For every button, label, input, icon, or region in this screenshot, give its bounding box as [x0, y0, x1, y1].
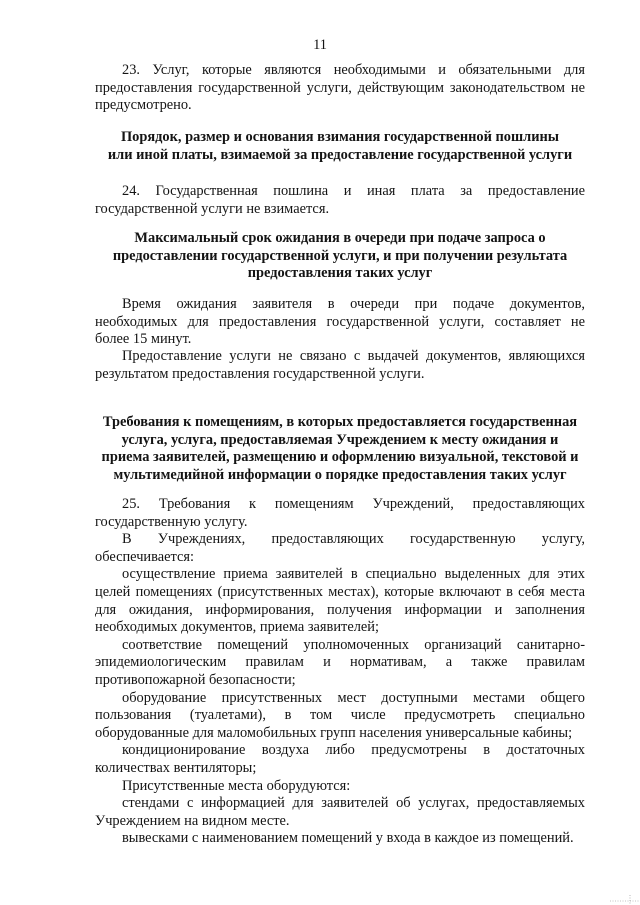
text-line: кондиционирование воздуха либо предусмотрены в достаточных — [122, 742, 585, 759]
text-line: результатом предоставления государственной услуги. — [95, 365, 425, 382]
text-line: оборудованные для маломобильных групп населения универсальные кабины; — [95, 724, 573, 741]
heading-line: Требования к помещениям, в которых предоставляется государственная — [102, 414, 578, 430]
text-line: В Учреждениях, предоставляющих государственную услугу, — [122, 531, 585, 548]
text-line: государственную услугу. — [95, 513, 248, 530]
text-line: эпидемиологическим правилам и нормативам, а также правилам — [95, 654, 585, 671]
paragraph-23 — [95, 62, 585, 115]
paragraph-waiting — [95, 296, 585, 349]
text-line: необходимых для предоставления государственной услуги, составляет не — [95, 313, 585, 330]
text-line: вывесками с наименованием помещений у входа в каждое из помещений. — [122, 830, 574, 847]
paragraph-24 — [95, 183, 585, 218]
section-heading-premises — [80, 414, 600, 484]
text-line: количествах вентиляторы; — [95, 759, 257, 776]
text-line: пользования (туалетами), в том числе предусмотреть специально — [95, 707, 585, 724]
text-line: Время ожидания заявителя в очереди при подаче документов, — [122, 296, 585, 312]
text-line: предоставления государственной услуги, действующим законодательством не — [95, 79, 585, 96]
paragraph-documents — [95, 348, 585, 383]
section-heading-fee — [80, 129, 600, 164]
text-line: Предоставление услуги не связано с выдачей документов, являющихся — [122, 348, 585, 364]
heading-line: предоставлении государственной услуги, и при получении результата — [112, 247, 568, 264]
scan-artifact-mark — [600, 889, 640, 905]
paragraph-25 — [95, 496, 585, 848]
text-line: 25. Требования к помещениям Учреждений, предоставляющих — [122, 496, 585, 512]
section-heading-waiting-time — [80, 230, 600, 283]
text-line: более 15 минут. — [95, 331, 192, 348]
text-line: государственной услуги не взимается. — [95, 200, 330, 217]
page-number: 11 — [313, 37, 327, 53]
heading-line: Порядок, размер и основания взимания государственной пошлины — [120, 129, 560, 145]
heading-line: или иной платы, взимаемой за предоставление государственной услуги — [107, 146, 573, 163]
text-line: 23. Услуг, которые являются необходимыми и обязательными для — [122, 62, 585, 78]
text-line: противопожарной безопасности; — [95, 671, 296, 688]
text-line: 24. Государственная пошлина и иная плата за предоставление — [122, 183, 585, 199]
text-line: для ожидания, информирования, получения информации и заполнения — [95, 601, 585, 618]
text-line: соответствие помещений уполномоченных организаций санитарно- — [122, 636, 585, 653]
heading-line: услуга, услуга, предоставляемая Учреждением к месту ожидания и — [121, 431, 559, 448]
text-line: оборудование присутственных мест доступными местами общего — [122, 689, 585, 706]
heading-line: мультимедийной информации о порядке предоставления таких услуг — [113, 466, 567, 483]
text-line: Учреждением на видном месте. — [95, 812, 290, 829]
text-line: осуществление приема заявителей в специально выделенных для этих — [122, 566, 585, 583]
heading-line: приема заявителей, размещению и оформлению визуальной, текстовой и — [101, 449, 579, 466]
text-line: целей помещениях (присутственных местах), которые включают в себя места — [95, 583, 585, 600]
heading-line: предоставления таких услуг — [247, 265, 433, 282]
text-line: стендами с информацией для заявителей об услугах, предоставляемых — [122, 795, 585, 812]
text-line: предусмотрено. — [95, 97, 192, 114]
text-line: Присутственные места оборудуются: — [122, 777, 351, 794]
text-line: необходимых документов, приема заявителей; — [95, 619, 379, 636]
text-line: обеспечивается: — [95, 548, 194, 565]
heading-line: Максимальный срок ожидания в очереди при подаче запроса о — [134, 230, 546, 246]
